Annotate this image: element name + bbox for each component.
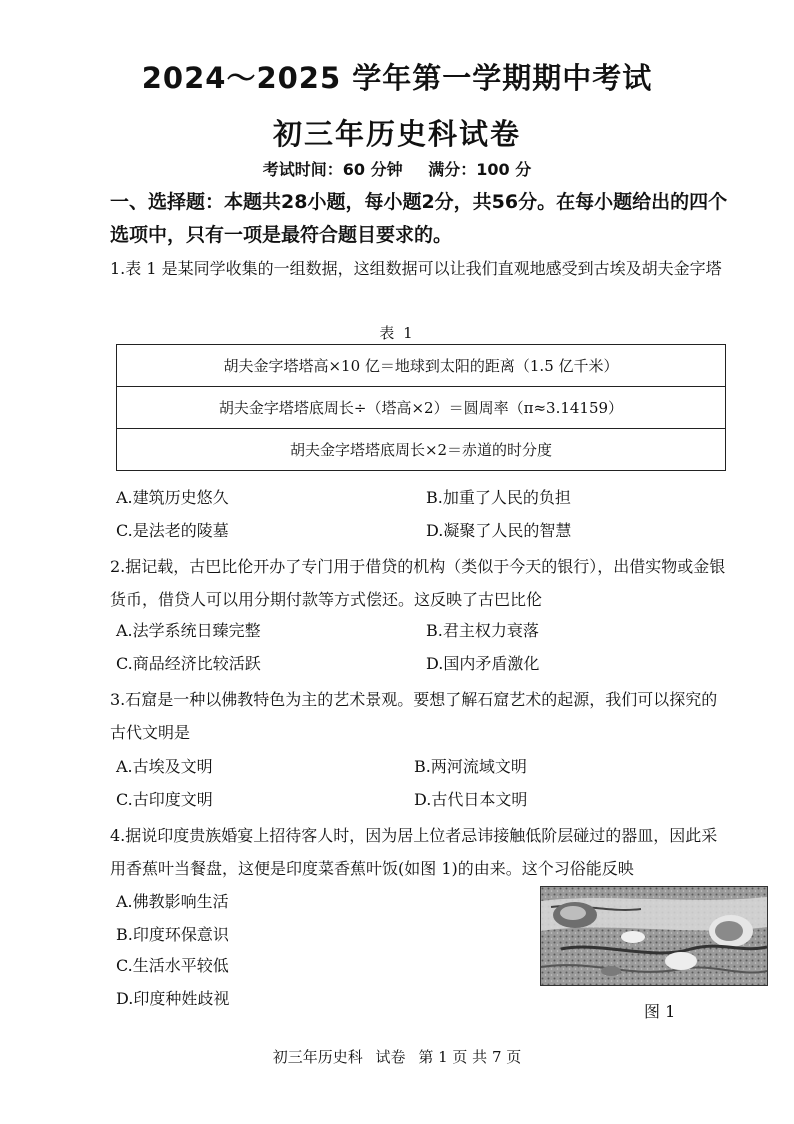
exam-info [0,157,794,180]
question-3-stem: 3.石窟是一种以佛教特色为主的艺术景观。要想了解石窟艺术的起源，我们可以探究的古代文明是 [110,690,718,742]
question-4-option-b[interactable]: B.印度环保意识 [116,925,229,944]
question-1-stem: 1.表 1 是某同学收集的一组数据，这组数据可以让我们直观地感受到古埃及胡夫金字塔 [110,259,722,278]
page-footer [0,1046,794,1067]
exam-score: 满分：100 分 [428,160,532,179]
data-table [116,344,726,471]
exam-time: 考试时间：60 分钟 [262,160,403,179]
question-2-option-c[interactable]: C.商品经济比较活跃 [116,654,261,673]
table-cell: 胡夫金字塔塔底周长÷（塔高×2）＝圆周率（π≈3.14159） [117,387,726,429]
table-row [117,387,726,429]
question-1-option-d[interactable]: D.凝聚了人民的智慧 [426,521,572,540]
banana-leaf-rice-photo [540,886,768,986]
table-row [117,429,726,471]
question-3-option-b[interactable]: B.两河流域文明 [414,757,527,776]
question-3-option-d[interactable]: D.古代日本文明 [414,790,528,809]
question-2-option-b[interactable]: B.君主权力衰落 [426,621,539,640]
question-2-option-d[interactable]: D.国内矛盾激化 [426,654,540,673]
photo-illustration [541,887,767,985]
footer-page-info: 第 1 页 共 7 页 [418,1048,522,1066]
question-1-option-c[interactable]: C.是法老的陵墓 [116,521,229,540]
table-row [117,345,726,387]
question-4-option-a[interactable]: A.佛教影响生活 [116,892,229,911]
question-4-stem: 4.据说印度贵族婚宴上招待客人时，因为居上位者忌讳接触低阶层碰过的器皿，因此采用香蕉叶当餐盘，这便是印度菜香蕉叶饭(如图 1)的由来。这个习俗能反映 [110,826,718,878]
table-cell: 胡夫金字塔塔高×10 亿＝地球到太阳的距离（1.5 亿千米） [117,345,726,387]
question-1-option-a[interactable]: A.建筑历史悠久 [116,488,229,507]
question-4-option-c[interactable]: C.生活水平较低 [116,956,229,975]
footer-paper: 试卷 [375,1048,406,1066]
section-heading: 一、选择题：本题共28小题，每小题2分，共56分。在每小题给出的四个选项中，只有一项是最符合题目要求的。 [110,191,728,246]
exam-subtitle: 初三年历史科试卷 [272,117,521,151]
table-cell: 胡夫金字塔塔底周长×2＝赤道的时分度 [117,429,726,471]
question-1-option-b[interactable]: B.加重了人民的负担 [426,488,571,507]
exam-title: 2024～2025 学年第一学期期中考试 [141,61,653,95]
question-3-option-a[interactable]: A.古埃及文明 [116,757,213,776]
question-2-stem: 2.据记载，古巴比伦开办了专门用于借贷的机构（类似于今天的银行），出借实物或金银货币，借贷人可以用分期付款等方式偿还。这反映了古巴比伦 [110,557,726,609]
table-caption: 表 1 [379,324,415,342]
footer-subject: 初三年历史科 [272,1048,363,1066]
question-3-option-c[interactable]: C.古印度文明 [116,790,213,809]
question-4-option-d[interactable]: D.印度种姓歧视 [116,989,230,1008]
question-2-option-a[interactable]: A.法学系统日臻完整 [116,621,261,640]
figure-caption: 图 1 [644,1002,676,1021]
